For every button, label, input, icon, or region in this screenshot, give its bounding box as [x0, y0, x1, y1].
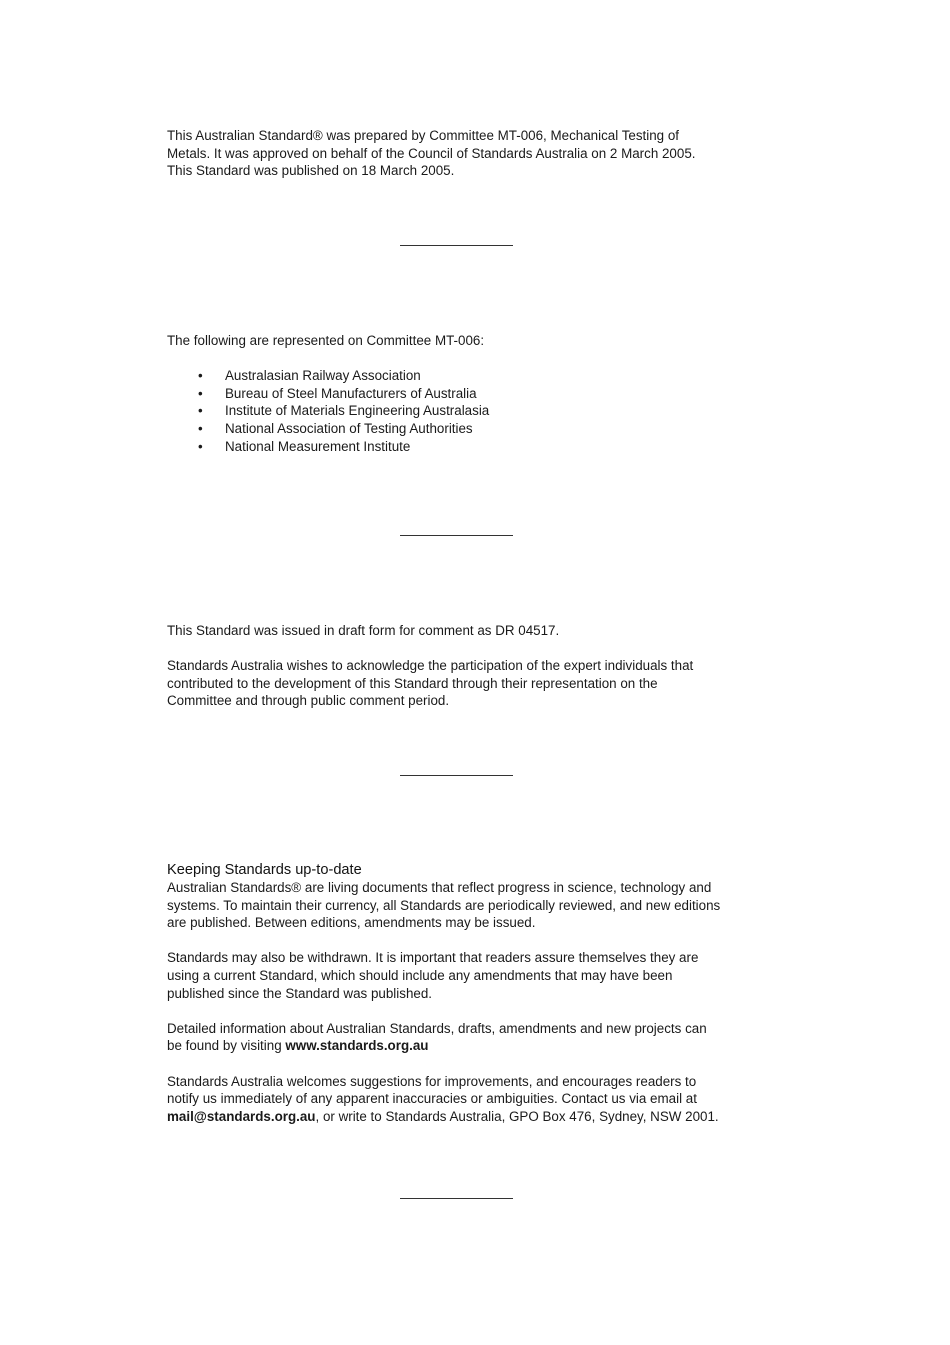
- acknowledgement-line-1: Standards Australia wishes to acknowledge the participation of the expert individuals that: [167, 658, 694, 674]
- preparation-statement: [167, 127, 767, 180]
- keeping-p3-line-2: be found by visiting www.standards.org.au: [167, 1038, 429, 1054]
- website-link[interactable]: www.standards.org.au: [285, 1038, 429, 1054]
- keeping-p4-line-3: mail@standards.org.au, or write to Standards Australia, GPO Box 476, Sydney, NSW 2001.: [167, 1108, 719, 1124]
- preparation-line-2: Metals. It was approved on behalf of the Council of Standards Australia on 2 March 2005.: [167, 145, 696, 161]
- keeping-p4-line-1: Standards Australia welcomes suggestions for improvements, and encourages readers to: [167, 1073, 697, 1089]
- keeping-p2-line-2: using a current Standard, which should include any amendments that may have been: [167, 967, 673, 983]
- keeping-p1-line-1: Australian Standards® are living documents that reflect progress in science, technology and: [167, 880, 712, 895]
- keeping-p2-line-1: Standards may also be withdrawn. It is important that readers assure themselves they are: [167, 950, 699, 966]
- list-item: • Australasian Railway Association: [198, 368, 421, 384]
- bullet-icon: •: [198, 420, 203, 436]
- section-divider: [400, 775, 513, 776]
- keeping-p3-line-1: Detailed information about Australian Standards, drafts, amendments and new projects can: [167, 1020, 707, 1036]
- draft-issued: This Standard was issued in draft form for comment as DR 04517.: [167, 623, 560, 638]
- committee-intro: The following are represented on Committee MT-006:: [167, 333, 485, 348]
- section-divider: [400, 535, 513, 536]
- bullet-icon: •: [198, 385, 203, 401]
- section-divider: [400, 1198, 513, 1199]
- acknowledgement-line-2: contributed to the development of this Standard through their representation on the: [167, 675, 658, 691]
- list-item: • National Association of Testing Authorities: [198, 420, 473, 436]
- committee-section: [167, 332, 767, 455]
- keeping-p1-line-2: systems. To maintain their currency, all Standards are periodically reviewed, and new editions: [167, 897, 721, 913]
- list-item: • Institute of Materials Engineering Australasia: [198, 403, 490, 419]
- keeping-p2-line-3: published since the Standard was published.: [167, 985, 433, 1001]
- keeping-p1-line-3: are published. Between editions, amendments may be issued.: [167, 915, 536, 931]
- keeping-heading: Keeping Standards up-to-date: [167, 862, 362, 878]
- email-link[interactable]: mail@standards.org.au: [167, 1108, 316, 1124]
- preparation-line-1: This Australian Standard® was prepared by Committee MT-006, Mechanical Testing of: [167, 128, 680, 143]
- keeping-p4-line-2: notify us immediately of any apparent inaccuracies or ambiguities. Contact us via email at: [167, 1091, 697, 1107]
- section-divider: [400, 245, 513, 246]
- draft-section: [167, 622, 767, 710]
- bullet-icon: •: [198, 403, 203, 419]
- bullet-icon: •: [198, 368, 203, 384]
- bullet-icon: •: [198, 438, 203, 454]
- committee-members-list: [167, 367, 767, 455]
- preparation-line-3: This Standard was published on 18 March 2005.: [167, 163, 455, 179]
- list-item: • National Measurement Institute: [198, 438, 411, 454]
- list-item: • Bureau of Steel Manufacturers of Australia: [198, 385, 477, 401]
- acknowledgement-line-3: Committee and through public comment period.: [167, 693, 450, 709]
- keeping-section: [167, 861, 787, 1125]
